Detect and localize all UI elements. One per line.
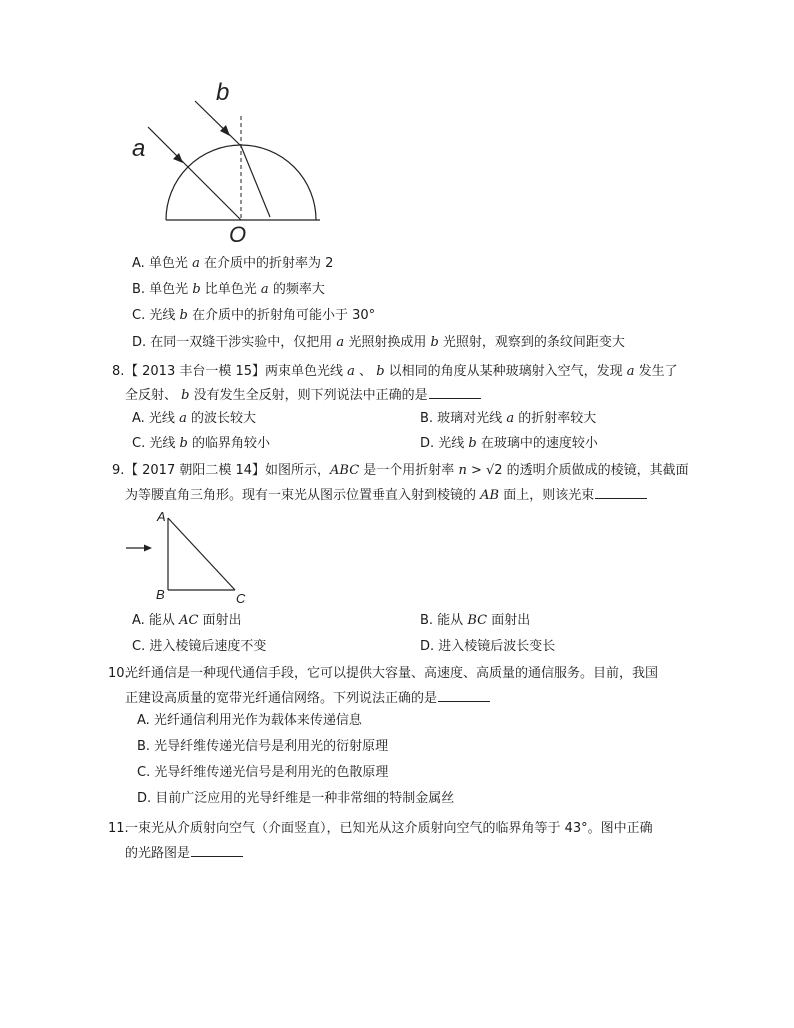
q9-number: 9. bbox=[112, 463, 125, 478]
q9-stem-line1: 【 2017 朝阳二模 14】如图所示，ABC 是一个用折射率 n > √2 的透明介质做成的棱镜，其截面 bbox=[125, 463, 689, 478]
q7-option-d: D. 在同一双缝干涉实验中，仅把用 a 光照射换成用 b 光照射，观察到的条纹间距变大 bbox=[132, 335, 625, 350]
q9-option-a: A. 能从 AC 面射出 bbox=[132, 613, 242, 628]
label-a: a bbox=[132, 135, 146, 162]
answer-blank[interactable] bbox=[191, 844, 243, 857]
vertex-a-label: A bbox=[157, 509, 166, 524]
q8-option-d: D. 光线 b 在玻璃中的速度较小 bbox=[420, 436, 598, 451]
q7-option-c: C. 光线 b 在介质中的折射角可能小于 30° bbox=[132, 308, 376, 323]
q7-option-a: A. 单色光 a 在介质中的折射率为 2 bbox=[132, 256, 334, 271]
q11-stem-line1: 一束光从介质射向空气（介面竖直），已知光从这介质射向空气的临界角等于 43°。图中正确 bbox=[125, 821, 653, 836]
q8-option-c: C. 光线 b 的临界角较小 bbox=[132, 436, 270, 451]
q9-option-c: C. 进入棱镜后速度不变 bbox=[132, 639, 267, 654]
ray-a bbox=[148, 127, 241, 220]
ray-a-arrow bbox=[173, 153, 183, 163]
answer-blank[interactable] bbox=[429, 386, 481, 399]
q9-option-b: B. 能从 BC 面射出 bbox=[420, 613, 531, 628]
q10-stem-line2: 正建设高质量的宽带光纤通信网络。下列说法正确的是 bbox=[125, 689, 490, 708]
q11-number: 11. bbox=[108, 821, 129, 836]
q8-number: 8. bbox=[112, 364, 125, 379]
q8-option-a: A. 光线 a 的波长较大 bbox=[132, 411, 256, 426]
semicircle-figure bbox=[0, 0, 794, 250]
q11-stem-line2: 的光路图是 bbox=[125, 844, 243, 863]
answer-blank[interactable] bbox=[595, 486, 647, 499]
q10-stem-line1: 光纤通信是一种现代通信手段，它可以提供大容量、高速度、高质量的通信服务。目前，我国 bbox=[125, 666, 659, 681]
q9-stem-line2: 为等腰直角三角形。现有一束光从图示位置垂直入射到棱镜的 AB 面上，则该光束 bbox=[125, 486, 647, 505]
q10-option-d: D. 目前广泛应用的光导纤维是一种非常细的特制金属丝 bbox=[137, 791, 455, 806]
q8-stem-line1: 【 2013 丰台一模 15】两束单色光线 a 、 b 以相同的角度从某种玻璃射入空气，发现 a 发生了 bbox=[125, 364, 678, 379]
ray-b-incident bbox=[195, 101, 241, 146]
prism-figure bbox=[0, 506, 794, 606]
q9-option-d: D. 进入棱镜后波长变长 bbox=[420, 639, 556, 654]
q7-option-b: B. 单色光 b 比单色光 a 的频率大 bbox=[132, 282, 325, 297]
incident-ray-arrow bbox=[144, 545, 152, 552]
answer-blank[interactable] bbox=[438, 689, 490, 702]
vertex-c-label: C bbox=[236, 591, 246, 606]
label-b: b bbox=[216, 79, 230, 106]
ray-b-refracted bbox=[241, 146, 270, 217]
prism-side-ac bbox=[168, 518, 235, 590]
q8-stem-line2: 全反射、 b 没有发生全反射，则下列说法中正确的是 bbox=[125, 386, 481, 405]
q8-option-b: B. 玻璃对光线 a 的折射率较大 bbox=[420, 411, 597, 426]
q10-number: 10. bbox=[108, 666, 129, 681]
q10-option-c: C. 光导纤维传递光信号是利用光的色散原理 bbox=[137, 765, 389, 780]
q10-option-a: A. 光纤通信利用光作为载体来传递信息 bbox=[137, 713, 362, 728]
vertex-b-label: B bbox=[156, 587, 165, 602]
q10-option-b: B. 光导纤维传递光信号是利用光的衍射原理 bbox=[137, 739, 389, 754]
label-o: O bbox=[229, 222, 247, 247]
